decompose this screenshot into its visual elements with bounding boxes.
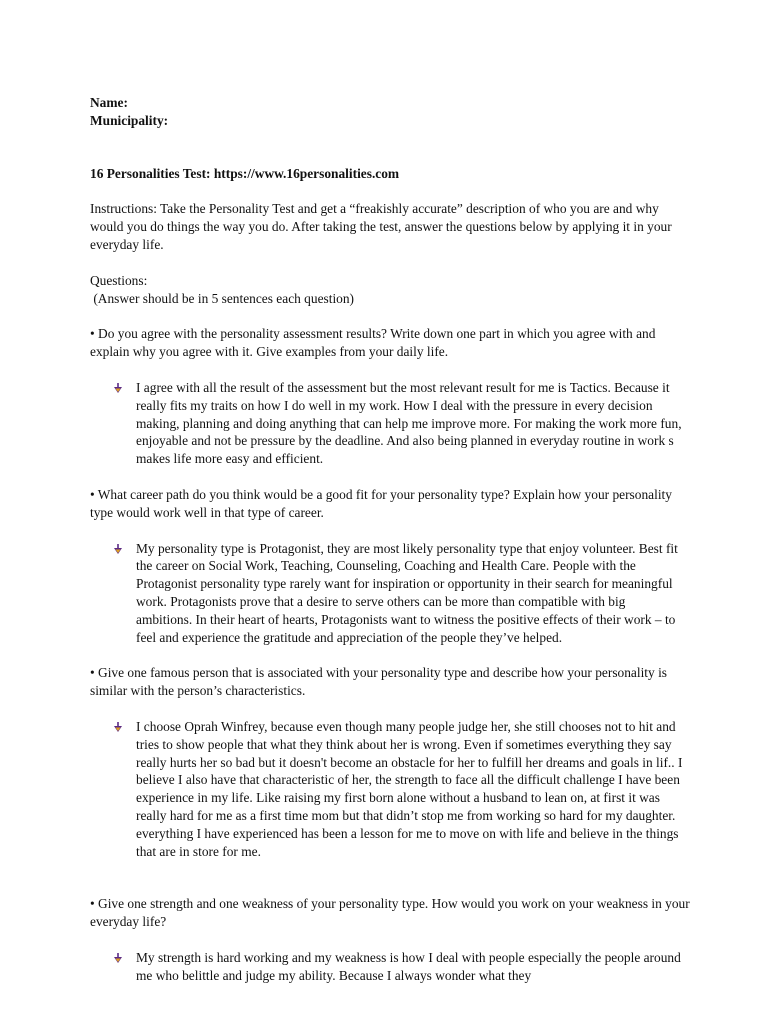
answer-1 (136, 379, 684, 468)
answer-2 (136, 540, 684, 647)
document-page (90, 94, 690, 984)
instructions: Instructions: Take the Personality Test and get a “freakishly accurate” description of who you are and why would you do things the way you do. After taking the test, answer the questions below by applying it in your everyday life. (90, 201, 672, 252)
answer-text: My personality type is Protagonist, they are most likely personality type that enjoy volunteer. Best fit the career on Social Work, Teaching, Counseling, Coaching and Health Care. People with the Protagonist personality type rarely want for inspiration or opportunity in their search for meaningful work. Protagonists prove that a desire to serve others can be more than compatible with big ambitions. In their heart of hearts, Protagonists want to witness the positive effects of their work – to feel and experience the gratitude and appreciation of the people they’ve helped. (136, 540, 678, 645)
test-title: 16 Personalities Test: https://www.16personalities.com (90, 165, 400, 181)
question-4: • Give one strength and one weakness of your personality type. How would you work on your weakness in your everyday life? (90, 896, 690, 930)
arrow-bullet-icon (112, 721, 124, 733)
answer-3 (136, 718, 684, 860)
questions-note: (Answer should be in 5 sentences each question) (90, 290, 355, 306)
arrow-bullet-icon (112, 952, 124, 964)
question-3: • Give one famous person that is associated with your personality type and describe how your personality is similar with the person’s characteristics. (90, 665, 668, 699)
answer-text: I choose Oprah Winfrey, because even though many people judge her, she still chooses not to hit and tries to show people that what they think about her is wrong. Even if sometimes everything they say really hurts her so bad but it doesn't become an obstacle for her to fulfill her dreams and goals in lif.. I believe I also have that characteristic of her, the strength to face all the difficult challenge I have been experience in my life. Like raising my first born alone without a husband to lean on, at first it was really hard for me as a first time mom but that didn’t stop me from working so hard for my daughter. everything I have experienced has been a lesson for me to move on with life and believe in the things that are in store for me. (136, 718, 683, 859)
question-1: • Do you agree with the personality assessment results? Write down one part in which you agree with and explain why you agree with it. Give examples from your daily life. (90, 326, 656, 360)
answer-text: My strength is hard working and my weakness is how I deal with people especially the people around me who belittle and judge my ability. Because I always wonder what they (136, 949, 681, 983)
question-2: • What career path do you think would be a good fit for your personality type? Explain how your personality type would work well in that type of career. (90, 486, 672, 520)
municipality-label: Municipality: (90, 112, 169, 128)
answer-text: I agree with all the result of the assessment but the most relevant result for me is Tactics. Because it really fits my traits on how I do well in my work. How I deal with the pressure in every decision making, planning and doing anything that can help me improve more. For making the work more fun, enjoyable and not be pressure by the deadline. And also being planned in everyday routine in work s makes life more easy and efficient. (136, 379, 682, 467)
arrow-bullet-icon (112, 543, 124, 555)
name-label: Name: (90, 95, 128, 110)
arrow-bullet-icon (112, 382, 124, 394)
questions-label: Questions: (90, 272, 148, 288)
answer-4 (136, 949, 684, 985)
